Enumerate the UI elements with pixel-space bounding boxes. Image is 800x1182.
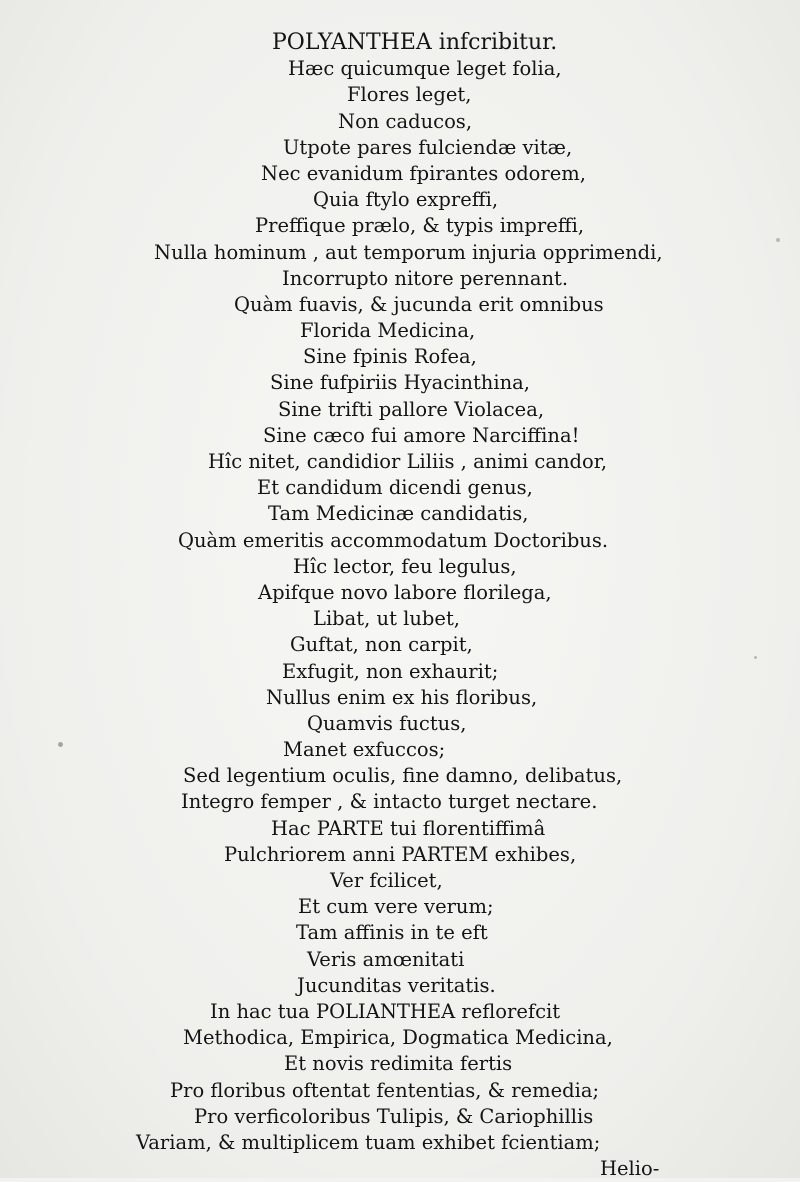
text-line: Flores leget, xyxy=(347,83,472,107)
text-line: Libat, ut lubet, xyxy=(313,607,460,631)
text-line: Quamvis fuctus, xyxy=(307,711,467,735)
document-line xyxy=(0,894,800,920)
text-line: Incorrupto nitore perennant. xyxy=(282,266,569,290)
document-line xyxy=(0,737,800,763)
document-line xyxy=(0,580,800,606)
document-line xyxy=(0,318,800,344)
document-line xyxy=(0,1051,800,1077)
text-line: Pulchriorem anni PARTEM exhibes, xyxy=(224,842,577,866)
text-line: Exfugit, non exhaurit; xyxy=(282,659,499,683)
text-line: Nullus enim ex his floribus, xyxy=(266,685,538,709)
document-line xyxy=(0,82,800,108)
document-line xyxy=(0,868,800,894)
document-line xyxy=(0,789,800,815)
text-line: Nulla hominum , aut temporum injuria opprimendi, xyxy=(154,240,663,264)
text-line: Et novis redimita fertis xyxy=(284,1052,513,1076)
document-line xyxy=(0,842,800,868)
text-line: Quàm fuavis, & jucunda erit omnibus xyxy=(234,292,604,316)
document-line xyxy=(0,1156,800,1182)
text-line: Integro femper , & intacto turget nectare. xyxy=(181,790,598,814)
text-line: Jucunditas veritatis. xyxy=(297,973,496,997)
document-line xyxy=(0,554,800,580)
document-line xyxy=(0,213,800,239)
document-line xyxy=(0,1078,800,1104)
document-line xyxy=(0,528,800,554)
text-line: Apifque novo labore florilega, xyxy=(258,580,552,604)
text-line: Methodica, Empirica, Dogmatica Medicina, xyxy=(183,1026,613,1050)
document-line xyxy=(0,240,800,266)
text-line: Tam affinis in te eft xyxy=(296,921,488,945)
text-line: Sed legentium oculis, fine damno, delibatus, xyxy=(183,764,623,788)
document-line xyxy=(0,920,800,946)
document-line xyxy=(0,161,800,187)
text-line: Sine cæco fui amore Narciffina! xyxy=(263,423,580,447)
document-line xyxy=(0,475,800,501)
text-line: Hac PARTE tui florentiffimâ xyxy=(271,816,546,840)
document-line xyxy=(0,30,800,56)
document-line xyxy=(0,659,800,685)
text-line: Variam, & multiplicem tuam exhibet fcientiam; xyxy=(136,1130,601,1154)
document-line xyxy=(0,109,800,135)
text-line: Hîc nitet, candidior Liliis , animi candor, xyxy=(208,450,608,473)
text-line: Manet exfuccos; xyxy=(283,738,446,762)
text-line: Et cum vere verum; xyxy=(298,895,494,919)
document-line xyxy=(0,423,800,449)
text-line: Nec evanidum fpirantes odorem, xyxy=(261,161,586,185)
text-line: Pro verficoloribus Tulipis, & Cariophillis xyxy=(194,1104,594,1128)
text-line: Florida Medicina, xyxy=(300,319,476,343)
text-line: Utpote pares fulciendæ vitæ, xyxy=(283,135,573,159)
text-line: In hac tua POLIANTHEA reflorefcit xyxy=(210,999,561,1023)
document-line xyxy=(0,344,800,370)
document-line xyxy=(0,1130,800,1156)
document-line xyxy=(0,501,800,527)
text-line: Quia ftylo expreffi, xyxy=(313,188,499,212)
text-line: Quàm emeritis accommodatum Doctoribus. xyxy=(178,528,609,552)
document-line xyxy=(0,187,800,213)
text-line: Tam Medicinæ candidatis, xyxy=(268,502,529,526)
text-line: Sine fufpiriis Hyacinthina, xyxy=(270,371,530,395)
document-line xyxy=(0,947,800,973)
document-line xyxy=(0,763,800,789)
document-line xyxy=(0,816,800,842)
text-line: Guftat, non carpit, xyxy=(290,633,473,657)
document-line xyxy=(0,1104,800,1130)
document-line xyxy=(0,370,800,396)
catchword: Helio- xyxy=(600,1157,660,1181)
text-line: Non caducos, xyxy=(338,109,473,133)
text-line: Et candidum dicendi genus, xyxy=(257,476,533,500)
document-line xyxy=(0,685,800,711)
heading-line: POLYANTHEA infcribitur. xyxy=(272,30,558,55)
document-line xyxy=(0,999,800,1025)
document-line xyxy=(0,56,800,82)
document-line xyxy=(0,973,800,999)
text-line: Sine fpinis Rofea, xyxy=(303,345,477,369)
document-line xyxy=(0,606,800,632)
document-line xyxy=(0,397,800,423)
text-line: Hæc quicumque leget folia, xyxy=(288,57,562,81)
text-line: Pro floribus oftentat fententias, & remedia; xyxy=(170,1078,600,1102)
document-line xyxy=(0,449,800,475)
text-line: Preffique prælo, & typis impreffi, xyxy=(255,214,585,238)
text-line: Sine trifti pallore Violacea, xyxy=(278,397,545,421)
document-line xyxy=(0,266,800,292)
document-line xyxy=(0,135,800,161)
document-body xyxy=(0,30,800,1182)
text-line: Ver fcilicet, xyxy=(330,869,443,892)
text-line: Hîc lector, feu legulus, xyxy=(293,554,517,578)
text-line: Veris amœnitati xyxy=(307,947,465,971)
document-line xyxy=(0,292,800,318)
document-line xyxy=(0,711,800,737)
document-line xyxy=(0,1025,800,1051)
document-line xyxy=(0,632,800,658)
